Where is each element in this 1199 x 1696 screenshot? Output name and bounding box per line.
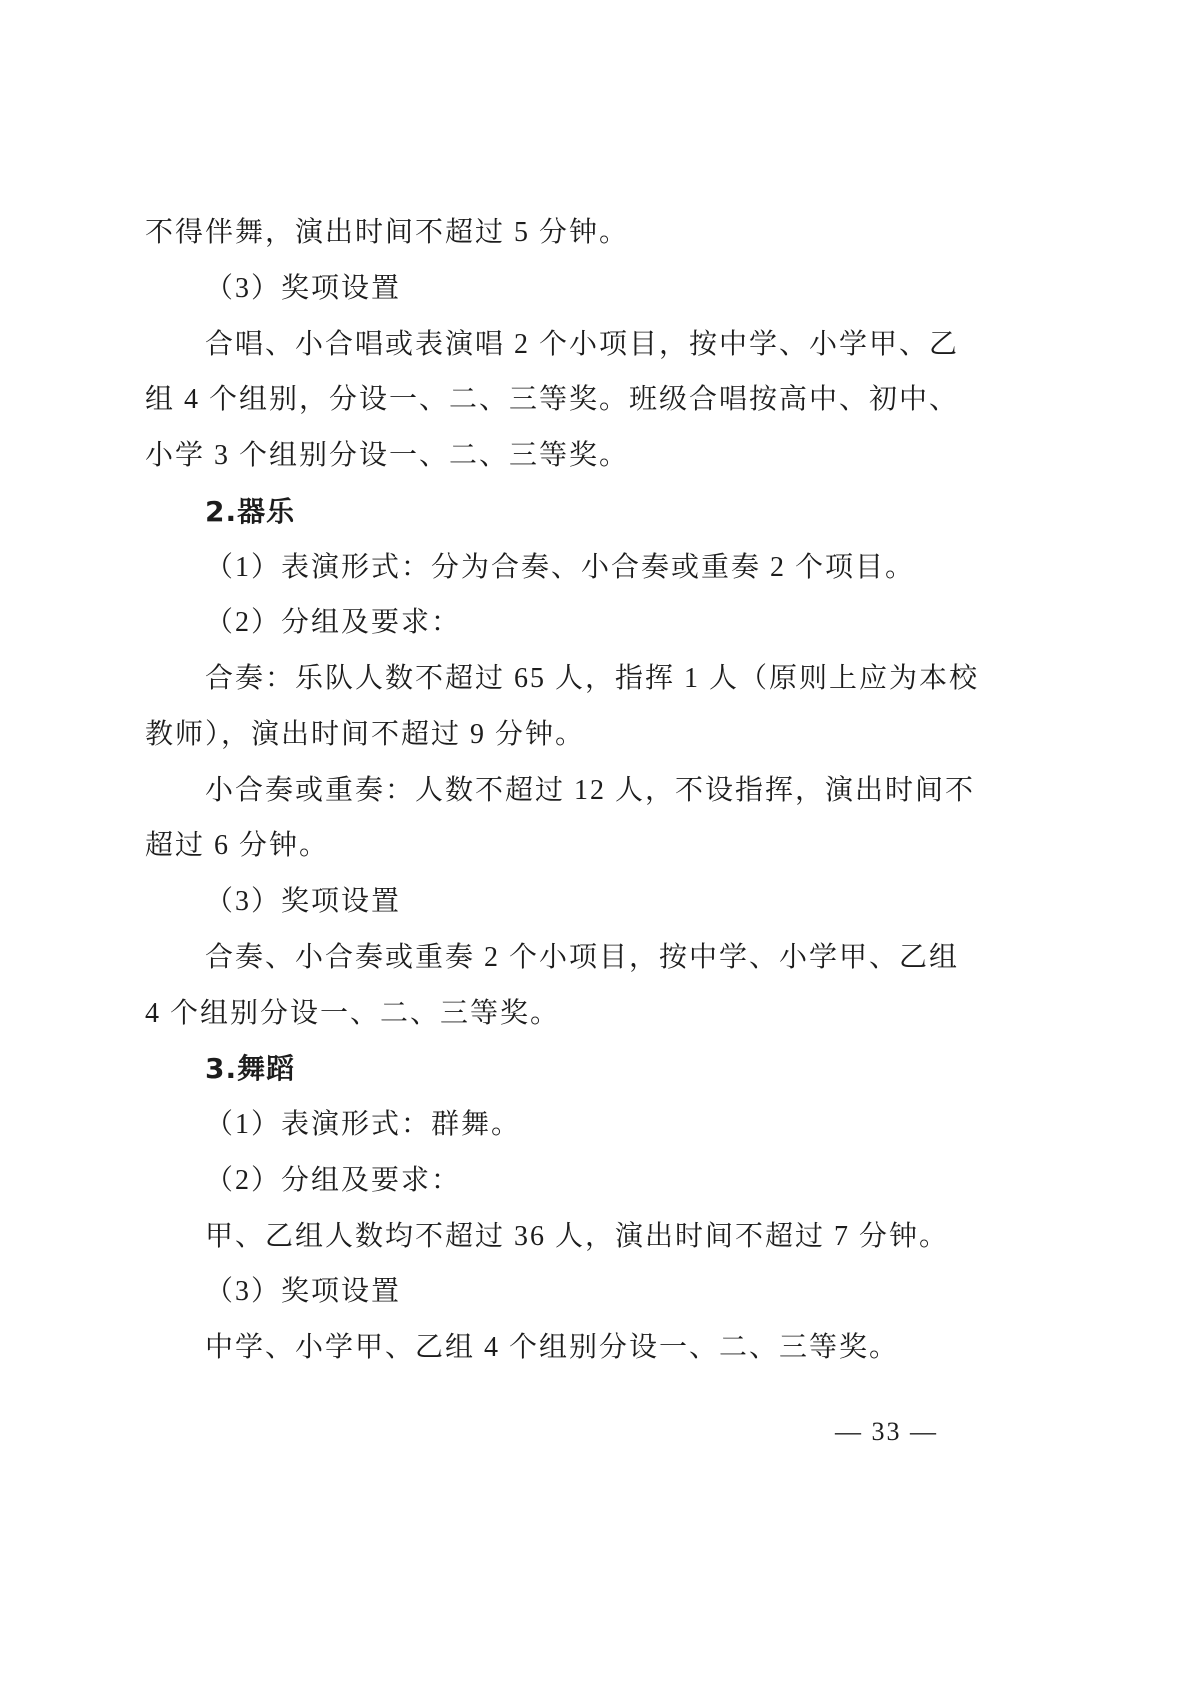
page-number: — 33 — <box>835 1417 938 1446</box>
text-line: 不得伴舞，演出时间不超过 5 分钟。 <box>145 217 630 248</box>
subsection-title: （1）表演形式：分为合奏、小合奏或重奏 2 个项目。 <box>205 551 916 583</box>
section-heading: 3.舞蹈 <box>205 1052 296 1086</box>
text-line: 中学、小学甲、乙组 4 个组别分设一、二、三等奖。 <box>205 1332 900 1363</box>
text-line: 超过 6 分钟。 <box>145 830 330 862</box>
text-line: 组 4 个组别，分设一、二、三等奖。班级合唱按高中、初中、 <box>145 384 960 416</box>
text-line: 小学 3 个组别分设一、二、三等奖。 <box>145 440 630 471</box>
text-line: 甲、乙组人数均不超过 36 人，演出时间不超过 7 分钟。 <box>205 1220 950 1252</box>
document-body <box>145 205 1025 1376</box>
section-heading: 2.器乐 <box>205 494 296 528</box>
text-line: 合奏：乐队人数不超过 65 人，指挥 1 人（原则上应为本校 <box>205 663 980 694</box>
subsection-title: （3）奖项设置 <box>205 1276 402 1308</box>
text-line: 教师），演出时间不超过 9 分钟。 <box>145 718 586 750</box>
subsection-title: （1）表演形式：群舞。 <box>205 1109 522 1140</box>
text-line: 4 个组别分设一、二、三等奖。 <box>145 997 561 1029</box>
text-line: 合奏、小合奏或重奏 2 个小项目，按中学、小学甲、乙组 <box>205 941 960 973</box>
subsection-title: （3）奖项设置 <box>205 272 402 304</box>
subsection-title: （2）分组及要求： <box>205 1164 462 1196</box>
text-line: 合唱、小合唱或表演唱 2 个小项目，按中学、小学甲、乙 <box>205 328 960 360</box>
text-line: 小合奏或重奏：人数不超过 12 人，不设指挥，演出时间不 <box>205 774 976 806</box>
subsection-title: （3）奖项设置 <box>205 886 402 917</box>
subsection-title: （2）分组及要求： <box>205 607 462 639</box>
